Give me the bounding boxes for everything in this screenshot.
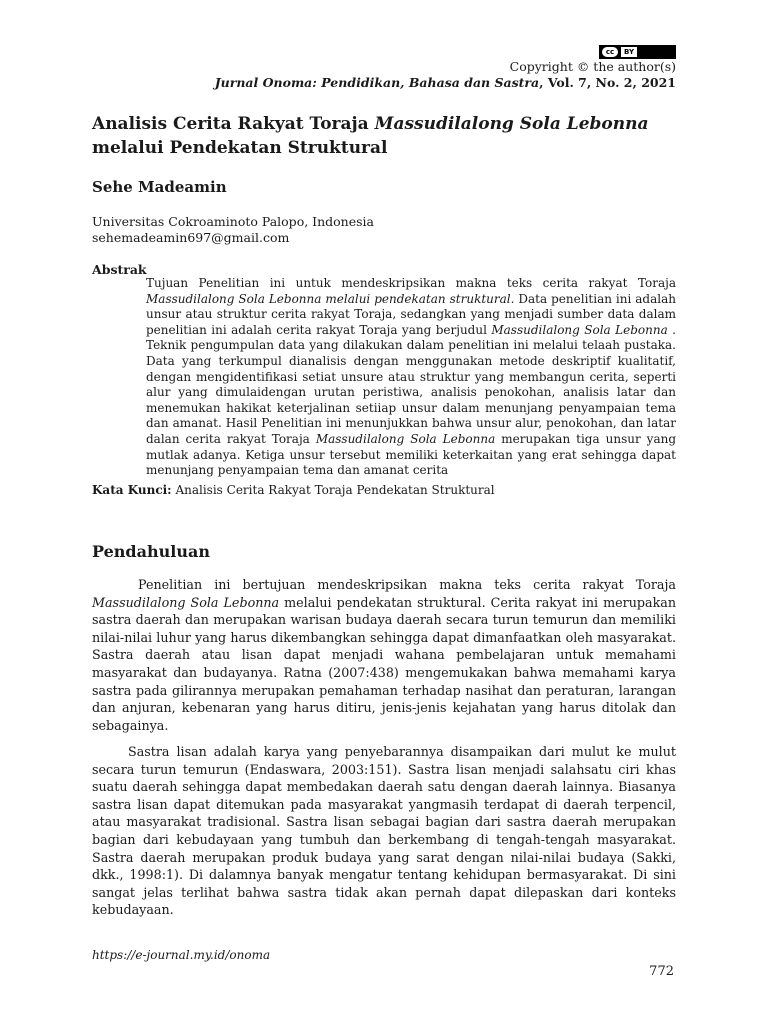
title-part-1: Analisis Cerita Rakyat Toraja	[92, 114, 375, 134]
author-email: sehemadeamin697@gmail.com	[92, 230, 290, 245]
p1-italic: Massudilalong Sola Lebonna	[92, 594, 280, 610]
keywords-text: Analisis Cerita Rakyat Toraja Pendekatan Struktural	[171, 483, 495, 497]
journal-citation	[215, 75, 676, 90]
abstract-s1-italic: Massudilalong Sola Lebonna melalui pendekatan struktural.	[146, 291, 515, 306]
p1-text-a: Penelitian ini bertujuan mendeskripsikan makna teks cerita rakyat Toraja	[138, 577, 676, 592]
abstract-s3-italic: Massudilalong Sola Lebonna	[315, 431, 496, 446]
paragraph-1	[92, 576, 676, 734]
journal-volume: , Vol. 7, No. 2, 2021	[539, 75, 676, 90]
paper-title	[92, 112, 682, 160]
affiliation: Universitas Cokroaminoto Palopo, Indonesia	[92, 214, 374, 229]
p1-text-b: melalui pendekatan struktural. Cerita rakyat ini merupakan sastra daerah dan merupakan warisan budaya daerah secara turun temurun dan memiliki nilai-nilai luhur yang harus dikembangkan sehingga dapat dimanfaatkan oleh masyarakat. Sastra daerah atau lisan dapat menjadi wahana pembelajaran untuk memahami masyarakat dan budayanya. Ratna (2007:438) mengemukakan bahwa memahami karya sastra pada gilirannya merupakan pemahaman terhadap nasihat dan peraturan, larangan dan anjuran, kebenaran yang harus ditiru, jenis-jenis kejahatan yang harus ditolak dan sebagainya.	[92, 594, 676, 733]
journal-name: Jurnal Onoma: Pendidikan, Bahasa dan Sastra	[214, 75, 540, 90]
keywords	[92, 483, 495, 497]
section-title: Pendahuluan	[92, 542, 210, 561]
by-icon: BY	[621, 47, 637, 57]
cc-license-badge	[599, 45, 676, 59]
author-affiliation-block	[92, 214, 374, 246]
abstract-body	[146, 276, 676, 479]
abstract-s2: Data penelitian ini adalah unsur atau struktur cerita rakyat Toraja, sedangkan yang menjadi sumber data dalam penelitian ini adalah cerita rakyat Toraja yang berjudul	[146, 291, 676, 337]
abstract-s3: . Teknik pengumpulan data yang dilakukan dalam penelitian ini melalui telaah pustaka. Data yang terkumpul dianalisis dengan menggunakan metode deskriptif kualitatif, dengan mengidentifikasi setiat unsure atau struktur yang membangun cerita, seperti alur yang dimulaidengan urutan peristiwa, analisis penokohan, analisis latar dan menemukan hakikat keterjalinan setiiap unsur dalam menunjang penyampaian tema dan amanat. Hasil Penelitian ini menunjukkan bahwa unsur alur, penokohan, dan latar dalan cerita rakyat Toraja	[146, 322, 676, 446]
keywords-label: Kata Kunci:	[92, 483, 172, 497]
abstract-s1: Tujuan Penelitian ini untuk mendeskripsikan makna teks cerita rakyat Toraja	[146, 276, 676, 290]
copyright-notice: Copyright © the author(s)	[509, 59, 676, 74]
paragraph-2: Sastra lisan adalah karya yang penyebarannya disampaikan dari mulut ke mulut secara turun temurun (Endaswara, 2003:151). Sastra lisan menjadi salahsatu ciri khas suatu daerah sehingga dapat membedakan daerah satu dengan daerah lainnya. Biasanya sastra lisan dapat ditemukan pada masyarakat yangmasih terdapat di daerah terpencil, atau masyarakat tradisional. Sastra lisan sebagai bagian dari sastra daerah merupakan bagian dari kebudayaan yang tumbuh dan berkembang di tengah-tengah masyarakat. Sastra daerah merupakan produk budaya yang sarat dengan nilai-nilai budaya (Sakki, dkk., 1998:1). Di dalamnya banyak mengatur tentang kehidupan bermasyarakat. Di sini sangat jelas terlihat bahwa sastra tidak akan pernah dapat dilepaskan dari konteks kebudayaan.	[92, 744, 676, 918]
author-name: Sehe Madeamin	[92, 178, 227, 196]
page-number: 772	[649, 964, 674, 979]
cc-icon: cc	[602, 47, 618, 57]
abstract-s4: merupakan tiga unsur yang mutlak adanya. Ketiga unsur tersebut memiliki keterkaitan yang erat sehingga dapat menunjang penyampaian tema dan amanat cerita	[146, 431, 677, 478]
footer-url: https://e-journal.my.id/onoma	[92, 948, 271, 962]
title-part-2: melalui Pendekatan Struktural	[92, 138, 388, 158]
abstract-s2-italic: Massudilalong Sola Lebonna	[491, 322, 668, 337]
abstract-heading: Abstrak	[92, 262, 147, 277]
title-italic: Massudilalong Sola Lebonna	[374, 114, 649, 134]
